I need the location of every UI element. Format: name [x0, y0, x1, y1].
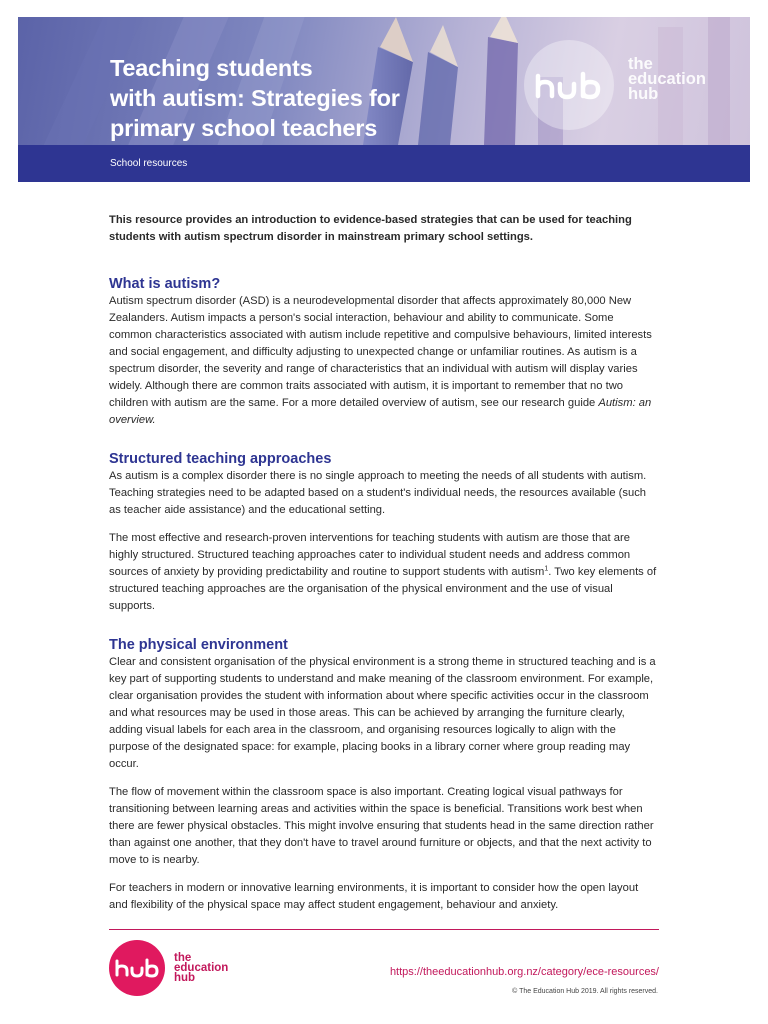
hub-logo-icon [109, 940, 165, 996]
title-line-3: primary school teachers [110, 115, 378, 141]
brand-line-1: the [628, 55, 653, 73]
footer-brand-line-1: the [174, 952, 192, 964]
section2-paragraph-2 [109, 530, 659, 615]
section3-paragraph-1: Clear and consistent organisation of the physical environment is a strong theme in structured teaching and is a key part of supporting students to understand and make meaning of the classroom environment. For example, clear organisation provides the student with information about where specific activities occur in the classroom and what resources may be used in those areas. This can be achieved by arranging the furniture clearly, adding visual labels for each area in the classroom, and organising resources logically to align with the purpose of the designated space: for example, placing books in a library corner where group reading may occur. [109, 656, 656, 770]
research-guide-link[interactable]: Autism: an overview. [109, 397, 652, 426]
banner-brand-wordmark [628, 57, 706, 102]
section-heading-physical-environment: The physical environment [109, 637, 288, 653]
header-banner [18, 17, 750, 145]
brand-line-2: education [628, 70, 706, 88]
title-line-2: with autism: Strategies for [110, 85, 400, 111]
footer-brand-wordmark [174, 953, 228, 983]
section2-text-b: . Two key elements of structured teaching approaches are the organisation of the physical environment and the use of visual supports. [109, 566, 657, 612]
intro-paragraph: This resource provides an introduction to evidence-based strategies that can be used for teaching students with autism spectrum disorder in mainstream primary school settings. [109, 214, 632, 243]
section2-text-a: The most effective and research-proven interventions for teaching students with autism are those that are highly structured. Structured teaching approaches cater to individual student needs and address common sources of anxiety by providing predictability and routine to support students with autism [109, 532, 631, 578]
footer-hub-logo [109, 940, 165, 1001]
hub-logo-circle [524, 40, 614, 130]
section-heading-what-is-autism: What is autism? [109, 276, 221, 292]
hub-logo-icon [524, 40, 614, 130]
section1-paragraph [109, 293, 659, 429]
section3-paragraph-2: The flow of movement within the classroom space is also important. Creating logical visual pathways for transitioning between learning areas and activities within the space is beneficial. Transitions work best when there are fewer physical obstacles. This might involve ensuring that students head in the same direction rather than against one another, that they don't have to travel around furniture or objects, and that the next activity to move to is nearby. [109, 786, 654, 866]
copyright-notice: © The Education Hub 2019. All rights reserved. [512, 988, 658, 995]
section3-paragraph-3: For teachers in modern or innovative learning environments, it is important to consider how the open layout and flexibility of the physical space may affect student engagement, behaviour and anxiety. [109, 882, 639, 911]
document-title [110, 53, 450, 143]
category-label: School resources [110, 158, 188, 169]
footer-brand-line-2: education [174, 962, 229, 974]
footer-divider [109, 929, 659, 930]
footer-brand-line-3: hub [174, 972, 196, 984]
brand-line-3: hub [628, 85, 659, 103]
footer-url-link[interactable]: https://theeducationhub.org.nz/category/ece-resources/ [389, 966, 659, 978]
title-line-1: Teaching students [110, 55, 313, 81]
footnote-ref[interactable]: 1 [544, 565, 549, 573]
section1-text: Autism spectrum disorder (ASD) is a neurodevelopmental disorder that affects approximately 80,000 New Zealanders. Autism impacts a person's social interaction, behaviour and ability to communicate. Some common characteristics associated with autism include repetitive and compulsive behaviours, limited interests and social engagement, and difficulty adjusting to unexpected change or unfamiliar routines. As autism is a spectrum disorder, the severity and range of characteristics that an individual with autism will display varies widely. Although there are common traits associated with autism, it is important to remember that no two children with autism are the same. For a more detailed overview of autism, see our research guide [109, 295, 652, 409]
section2-paragraph-1: As autism is a complex disorder there is no single approach to meeting the needs of all students with autism. Teaching strategies need to be adapted based on a student's individual needs, the resources available (such as teacher aide assistance) and the educational setting. [109, 470, 647, 516]
section-heading-structured-teaching: Structured teaching approaches [109, 451, 332, 467]
category-strip [18, 145, 750, 182]
document-body [109, 212, 659, 914]
